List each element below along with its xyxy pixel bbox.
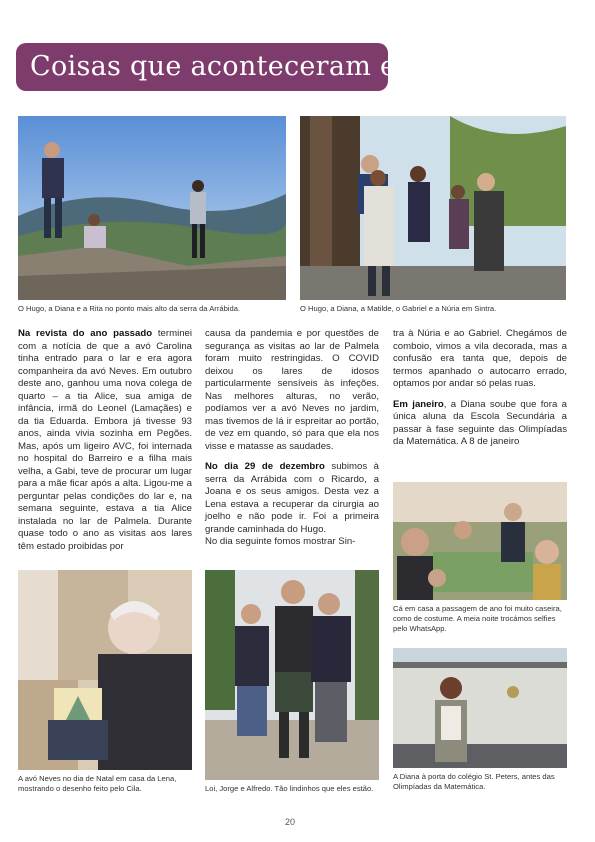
page-number: 20 [285, 817, 296, 827]
caption-photo1: O Hugo, a Diana e a Rita no ponto mais alto da serra da Arrábida. [18, 304, 241, 313]
column2-paragraph-1: causa da pandemia e por questões de segurança as visitas ao lar de Palmela foram muito restringidas. O COVID deixou os lares de idosos particularmente sensíveis às infeções. Nas melhores alturas, no verão, podíamos ver a avó Neves no jardim, mas tivemos de lá ir espreitar ao portão, de vez em quando, só para que ela nos visse e matasse as saudades. [205, 328, 379, 452]
caption-photo3: Cá em casa a passagem de ano foi muito caseira, como de costume. A meia noite trocámos selfies pelo WhatsApp. [393, 604, 562, 633]
photo-arrabida [18, 116, 286, 300]
column3-paragraph-2: , a Diana soube que fora a única aluna da Escola Secundária a passar à fase seguinte das Olimpíadas da Matemática. A 8 de janeiro [393, 398, 567, 447]
caption-photo6: A Diana à porta do colégio St. Peters, antes das Olimpíadas da Matemática. [393, 772, 555, 791]
lead-ano-passado: Na revista do ano passado [18, 328, 153, 339]
column2-paragraph-2: subimos à serra da Arrábida com o Ricardo, a Joana e os seus amigos. Desta vez a Lena estava a recuperar da cirurgia ao joelho e não pode ir. Foi a primeira grande caminhada do Hugo. [205, 461, 379, 535]
column3-paragraph-1: tra à Núria e ao Gabriel. Chegámos de comboio, vimos a vila decorada, mas a confusão era tanta que, depois de termos apanhado o autocarro errado, optamos por andar só pelas ruas. [393, 328, 567, 389]
caption-photo5: Loi, Jorge e Alfredo. Tão lindinhos que eles estão. [205, 784, 374, 793]
page-title: Coisas que aconteceram em 2020 [16, 43, 388, 91]
photo-sintra [300, 116, 566, 300]
text-column-2 [205, 328, 379, 549]
caption-photo2: O Hugo, a Diana, a Matilde, o Gabriel e a Núria em Sintra. [300, 304, 497, 313]
photo-new-year-selfies [393, 482, 567, 600]
photo-avo-neves [18, 570, 192, 770]
text-column-1 [18, 328, 192, 553]
column1-paragraph: terminei com a notícia de que a avó Carolina tinha entrado para o lar e era agora companheira da avó Neves. Em outubro deste ano, ganhou uma nova colega de quarto – a tia Alice, sua amiga de infância, irmã do Leonel (Lamaçães) e da tia Eduarda. Embora já tivesse 93 anos, ainda vivia sozinha em Pegões. Mas, após um ligeiro AVC, foi internada no hospital do Barreiro e a filha mais velha, a Gabi, teve de procurar um lugar para a mãe ficar após a alta. Ligou-me a perguntar pelas condições do lar e, na semana seguinte, estava a tia Alice instalada no lar de Palmela. Durante quase todo o ano as visitas aos lares têm estado proibidas por [18, 328, 192, 552]
text-column-3 [393, 328, 567, 449]
column2-paragraph-3: No dia seguinte fomos mostrar Sin- [205, 536, 356, 547]
caption-photo4: A avó Neves no dia de Natal em casa da Lena, mostrando o desenho feito pelo Cila. [18, 774, 177, 793]
photo-loi-jorge-alfredo [205, 570, 379, 780]
lead-janeiro: Em janeiro [393, 398, 444, 410]
lead-29-dezembro: No dia 29 de dezembro [205, 461, 325, 472]
photo-diana-st-peters [393, 648, 567, 768]
